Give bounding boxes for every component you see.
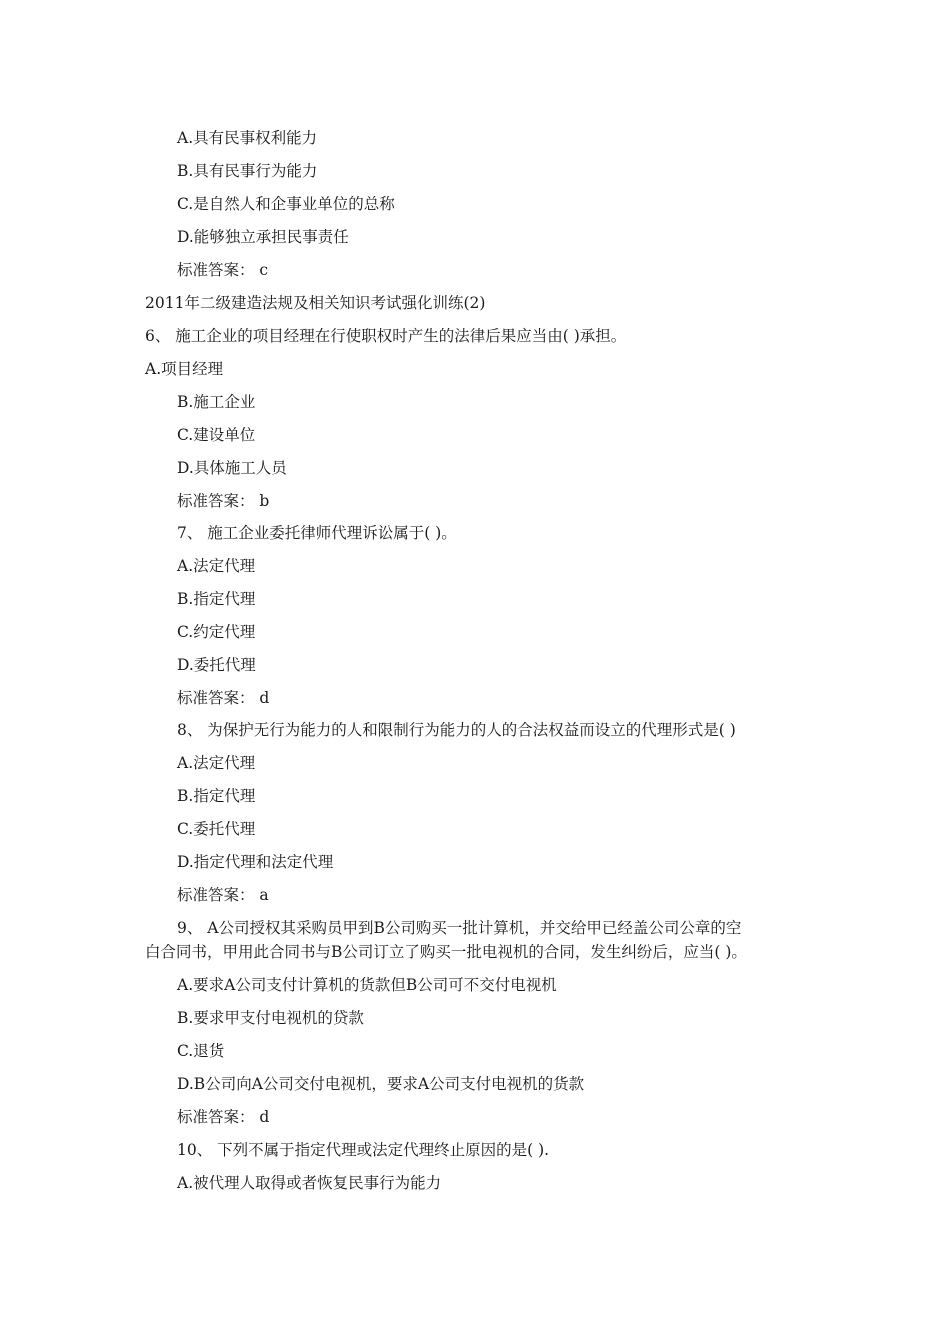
option-d: D.指定代理和法定代理 (177, 853, 334, 871)
option-c: C.退货 (177, 1042, 225, 1060)
option-a: A.法定代理 (177, 557, 256, 575)
option-a: A.法定代理 (177, 754, 256, 772)
option-a: A.要求A公司支付计算机的货款但B公司可不交付电视机 (177, 976, 557, 994)
option-b: B.要求甲支付电视机的贷款 (177, 1009, 364, 1027)
question-9-line-2: 白合同书，甲用此合同书与B公司订立了购买一批电视机的合同，发生纠纷后，应当( )。 (145, 943, 747, 961)
option-c: C.是自然人和企事业单位的总称 (177, 195, 395, 213)
option-b: B.施工企业 (177, 393, 256, 411)
question-9-line-1: 9、 A公司授权其采购员甲到B公司购买一批计算机，并交给甲已经盖公司公章的空 (177, 919, 742, 937)
answer-line: 标准答案： d (177, 689, 270, 707)
option-c: C.委托代理 (177, 820, 256, 838)
option-c: C.约定代理 (177, 623, 256, 641)
option-a: A.项目经理 (145, 360, 224, 378)
option-a: A.具有民事权利能力 (177, 129, 318, 147)
answer-line: 标准答案： b (177, 492, 270, 510)
section-title: 2011年二级建造法规及相关知识考试强化训练(2) (145, 294, 486, 312)
question-7: 7、 施工企业委托律师代理诉讼属于( )。 (177, 524, 457, 542)
question-6: 6、 施工企业的项目经理在行使职权时产生的法律后果应当由( )承担。 (145, 327, 627, 345)
answer-line: 标准答案： c (177, 261, 269, 279)
option-d: D.能够独立承担民事责任 (177, 228, 349, 246)
option-d: D.B公司向A公司交付电视机，要求A公司支付电视机的货款 (177, 1075, 585, 1093)
option-b: B.具有民事行为能力 (177, 162, 318, 180)
answer-line: 标准答案： d (177, 1108, 270, 1126)
question-8: 8、 为保护无行为能力的人和限制行为能力的人的合法权益而设立的代理形式是( ) (177, 721, 736, 739)
option-d: D.具体施工人员 (177, 459, 287, 477)
option-b: B.指定代理 (177, 787, 256, 805)
option-d: D.委托代理 (177, 656, 256, 674)
answer-line: 标准答案： a (177, 886, 269, 904)
question-10: 10、 下列不属于指定代理或法定代理终止原因的是( ). (177, 1141, 550, 1159)
option-c: C.建设单位 (177, 426, 256, 444)
option-a: A.被代理人取得或者恢复民事行为能力 (177, 1174, 442, 1192)
option-b: B.指定代理 (177, 590, 256, 608)
